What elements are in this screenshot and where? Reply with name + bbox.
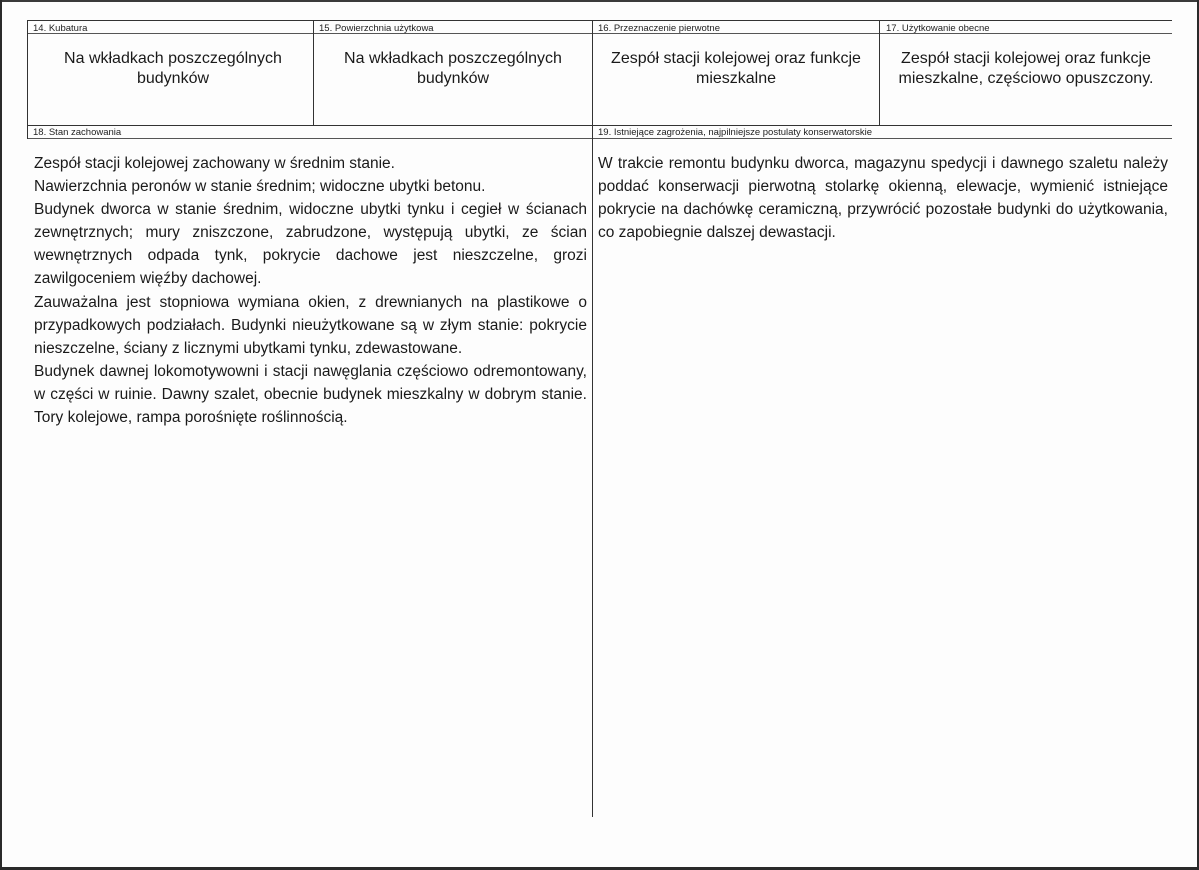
field-17-label: 17. Użytkowanie obecne (886, 23, 990, 34)
field-19-text (598, 152, 1168, 244)
field-16-value: Zespół stacji kolejowej oraz funkcje mieszkalne (611, 50, 861, 87)
field-18-text (34, 152, 587, 429)
field-18-paragraph: Nawierzchnia peronów w stanie średnim; widoczne ubytki betonu. (34, 178, 486, 196)
top-row-border-bottom (27, 125, 1172, 126)
divider-14-15 (313, 20, 314, 126)
divider-16-17 (879, 20, 880, 126)
field-18-paragraph: Zauważalna jest stopniowa wymiana okien, z drewnianych na plastikowe o przypadkowych podziałach. Budynki nieużytkowane są w złym stanie: pokrycie nieszczelne, ściany z licznymi ubytkami tynku, zdewastowane. (34, 293, 587, 357)
field-15-value: Na wkładkach poszczególnych budynków (344, 50, 562, 87)
left-border (27, 20, 28, 139)
page-edge-top (0, 0, 1199, 2)
field-17-value: Zespół stacji kolejowej oraz funkcje mieszkalne, częściowo opuszczony. (898, 50, 1154, 87)
top-row-border-top (27, 20, 1172, 21)
field-19-label: 19. Istniejące zagrożenia, najpilniejsze postulaty konserwatorskie (598, 127, 873, 138)
field-19-paragraph: W trakcie remontu budynku dworca, magazynu spedycji i dawnego szaletu należy poddać konserwacji pierwotną stolarkę okienną, elewacje, wymienić istniejące pokrycie na dachówkę ceramiczną, przywrócić pozostałe budynki do użytkowania, co zapobiegnie dalszej dewastacji. (598, 155, 1168, 242)
bottom-row-label-underline (27, 138, 1172, 139)
field-18-paragraph: Budynek dworca w stanie średnim, widoczne ubytki tynku i cegieł w ścianach zewnętrznych; mury zniszczone, zabrudzone, występują ubytki, ze ścian wewnętrznych odpada tynk, pokrycie dachowe jest nieszczelne, grozi zawilgoceniem więźby dachowej. (34, 201, 587, 288)
page-edge-left (0, 0, 2, 870)
field-14-label: 14. Kubatura (33, 23, 88, 34)
field-18-paragraph: Budynek dawnej lokomotywowni i stacji nawęglania częściowo odremontowany, w części w ruinie. Dawny szalet, obecnie budynek mieszkalny w dobrym stanie. Tory kolejowe, rampa porośnięte roślinnością. (34, 362, 587, 427)
divider-center (592, 20, 593, 817)
field-18-label: 18. Stan zachowania (33, 127, 122, 138)
field-14-value: Na wkładkach poszczególnych budynków (64, 50, 282, 87)
field-16-label: 16. Przeznaczenie pierwotne (598, 23, 720, 34)
field-15-label: 15. Powierzchnia użytkowa (319, 23, 434, 34)
field-18-paragraph: Zespół stacji kolejowej zachowany w średnim stanie. (34, 155, 395, 172)
